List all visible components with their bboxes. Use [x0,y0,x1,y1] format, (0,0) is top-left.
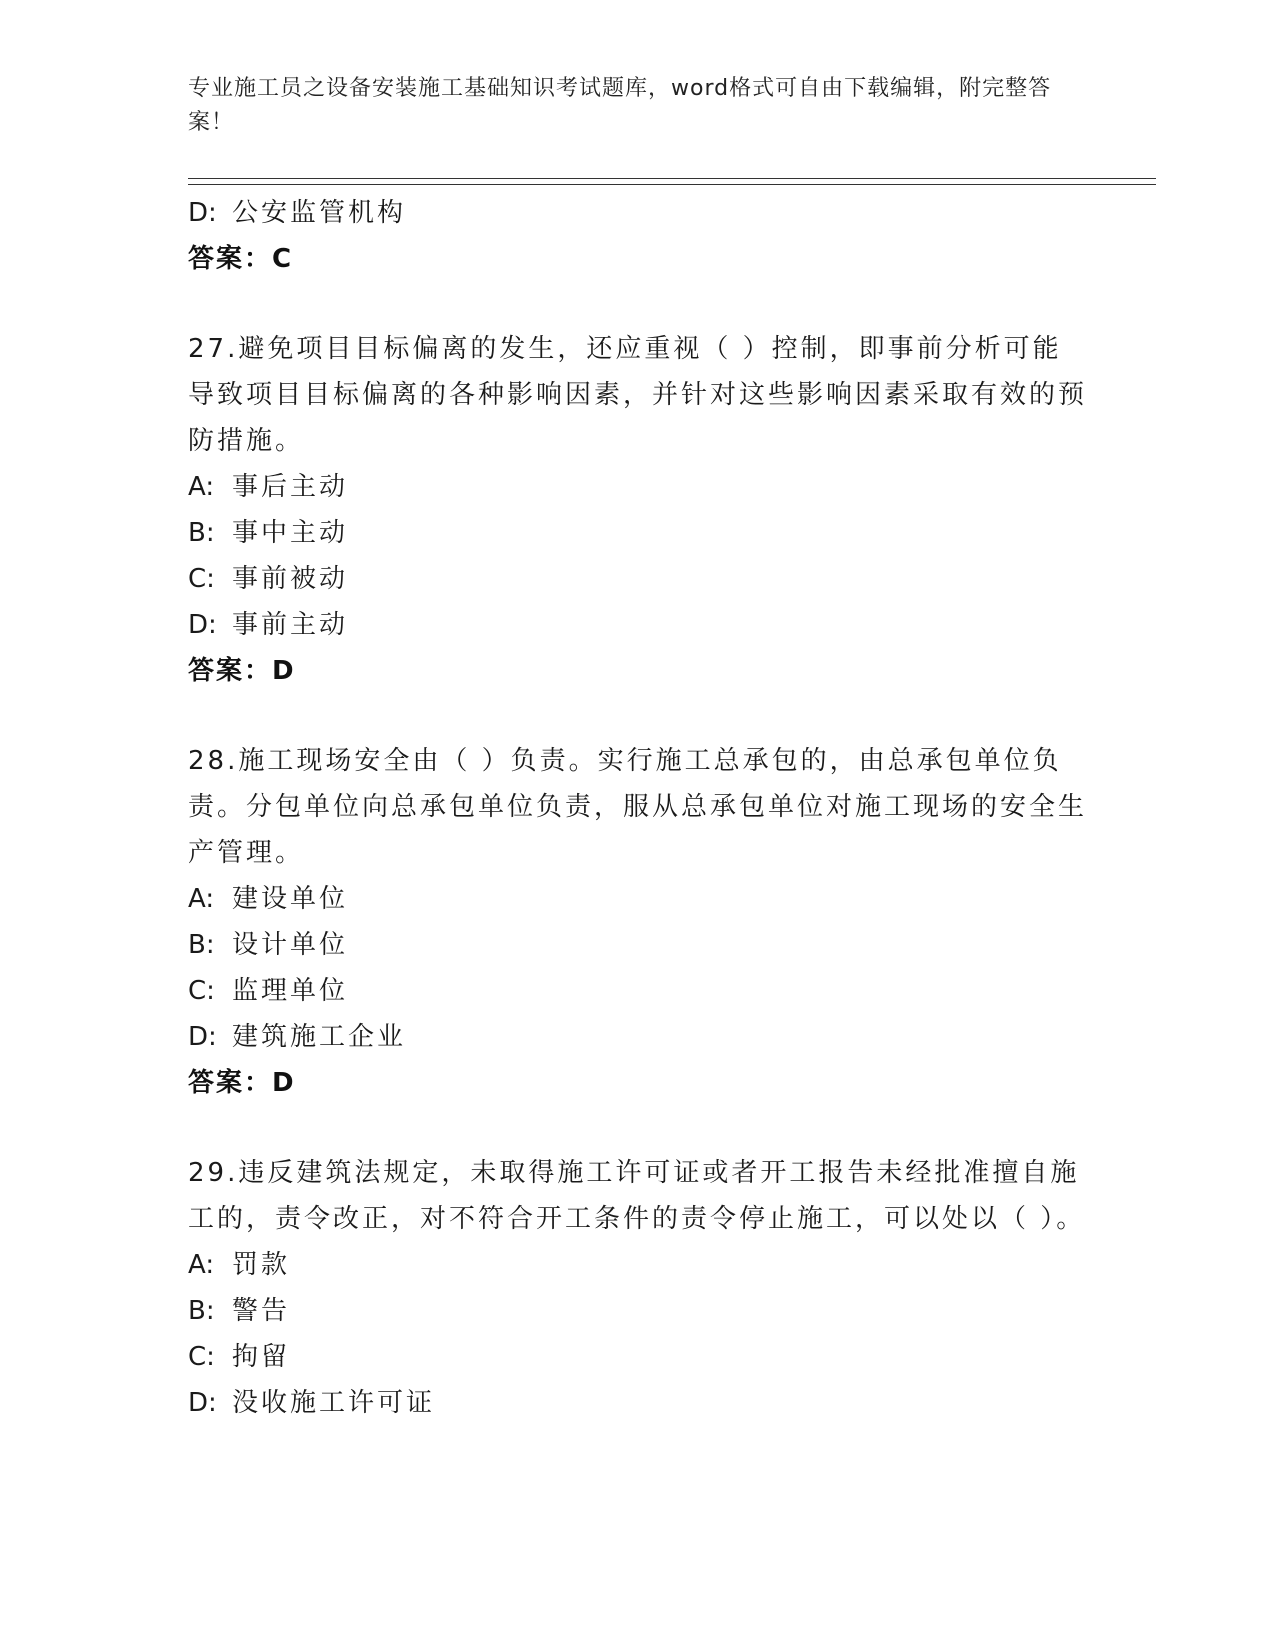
option-letter: B: [188,930,215,960]
option-text: 罚款 [232,1250,291,1280]
option-text: 事中主动 [232,518,349,548]
option-d [188,1380,1088,1426]
option-d [188,602,1088,648]
option-d [188,1014,1088,1060]
option-letter: A: [188,884,215,914]
option-letter: D: [188,610,217,640]
option-b [188,1288,1088,1334]
option-c [188,968,1088,1014]
option-text: 设计单位 [232,930,349,960]
option-a [188,876,1088,922]
option-text: 事前主动 [232,610,349,640]
option-text: 拘留 [232,1342,291,1372]
option-letter: B: [188,518,215,548]
header-divider-bottom [188,184,1156,185]
option-letter: D: [188,198,217,228]
option-b [188,510,1088,556]
question-text: 28.施工现场安全由（ ）负责。实行施工总承包的，由总承包单位负责。分包单位向总承包单位负责，服从总承包单位对施工现场的安全生产管理。 [188,746,1088,868]
header-divider-top [188,178,1156,179]
option-letter: C: [188,1342,215,1372]
option-letter: C: [188,976,215,1006]
question-text: 29.违反建筑法规定，未取得施工许可证或者开工报告未经批准擅自施工的，责令改正，对不符合开工条件的责令停止施工，可以处以（ ）。 [188,1158,1086,1234]
option-letter: A: [188,472,215,502]
question-text: 27.避免项目目标偏离的发生，还应重视（ ）控制，即事前分析可能导致项目目标偏离的各种影响因素，并针对这些影响因素采取有效的预防措施。 [188,334,1088,456]
option-text: 事前被动 [232,564,349,594]
question-27 [188,326,1088,694]
answer-label: 答案：D [188,1068,296,1098]
question-28 [188,738,1088,1106]
option-text: 监理单位 [232,976,349,1006]
question-29 [188,1150,1088,1426]
answer-label: 答案：C [188,244,294,274]
option-letter: B: [188,1296,215,1326]
option-text: 建筑施工企业 [232,1022,407,1052]
option-a [188,464,1088,510]
document-header: 专业施工员之设备安装施工基础知识考试题库，word格式可自由下载编辑，附完整答案！ [188,76,1052,135]
option-c [188,1334,1088,1380]
option-text: 事后主动 [232,472,349,502]
content-body [188,190,1088,1426]
option-letter: D: [188,1388,217,1418]
option-text: 没收施工许可证 [232,1388,436,1418]
option-letter: C: [188,564,215,594]
answer-label: 答案：D [188,656,296,686]
option-text: 公安监管机构 [232,198,407,228]
option-b [188,922,1088,968]
option-letter: A: [188,1250,215,1280]
option-letter: D: [188,1022,217,1052]
option-text: 建设单位 [232,884,349,914]
option-d [188,190,1088,236]
option-c [188,556,1088,602]
option-text: 警告 [232,1296,291,1326]
option-a [188,1242,1088,1288]
